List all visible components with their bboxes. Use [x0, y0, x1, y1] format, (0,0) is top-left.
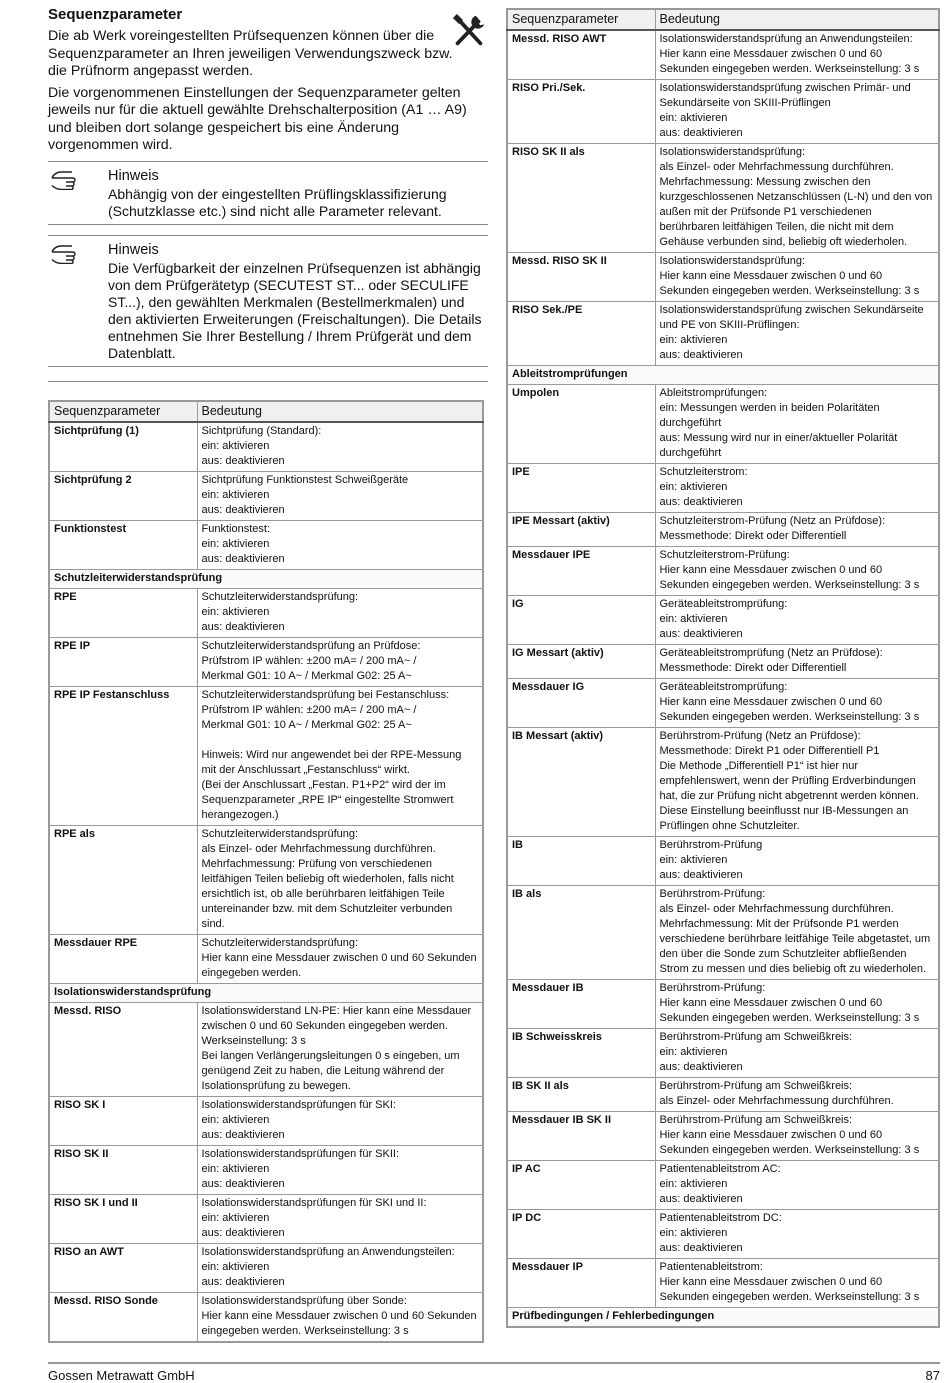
parameter-description: Berührstrom-Prüfung am Schweißkreis: ein: aktivieren aus: deaktivieren — [655, 1029, 939, 1078]
parameter-description: Patientenableitstrom AC: ein: aktivieren aus: deaktivieren — [655, 1161, 939, 1210]
parameter-name: Umpolen — [507, 385, 655, 464]
column-header-meaning: Bedeutung — [197, 401, 483, 422]
table-row — [49, 1146, 483, 1195]
parameter-name: IG Messart (aktiv) — [507, 645, 655, 679]
tools-icon — [450, 12, 488, 50]
parameter-description: Ableitstromprüfungen: ein: Messungen werden in beiden Polaritäten durchgeführt aus: Messung wird nur in einer/aktueller Polarität durchgeführt — [655, 385, 939, 464]
parameter-description: Berührstrom-Prüfung: Hier kann eine Messdauer zwischen 0 und 60 Sekunden eingegeben werden. Werkseinstellung: 3 s — [655, 980, 939, 1029]
parameter-description: Patientenableitstrom DC: ein: aktivieren aus: deaktivieren — [655, 1210, 939, 1259]
table-row — [507, 980, 939, 1029]
note-text: Abhängig von der eingestellten Prüflingsklassifizierung (Schutzklasse etc.) sind nicht alle Parameter relevant. — [108, 185, 447, 219]
parameter-description: Patientenableitstrom: Hier kann eine Messdauer zwischen 0 und 60 Sekunden eingegeben werden. Werkseinstellung: 3 s — [655, 1259, 939, 1308]
parameter-name: Messdauer IP — [507, 1259, 655, 1308]
parameter-name: IPE Messart (aktiv) — [507, 513, 655, 547]
parameter-name: IP AC — [507, 1161, 655, 1210]
parameter-description: Isolationswiderstandsprüfung über Sonde: Hier kann eine Messdauer zwischen 0 und 60 Sekunden eingegeben werden. Werkseinstellung: 3 s — [197, 1293, 483, 1343]
parameter-description: Geräteableitstromprüfung: ein: aktivieren aus: deaktivieren — [655, 596, 939, 645]
table-row — [507, 1112, 939, 1161]
note-title: Hinweis — [108, 167, 159, 184]
section-heading: Ableitstromprüfungen — [507, 366, 939, 385]
table-row — [49, 521, 483, 570]
parameter-description: Berührstrom-Prüfung am Schweißkreis: Hier kann eine Messdauer zwischen 0 und 60 Sekunden eingegeben werden. Werkseinstellung: 3 s — [655, 1112, 939, 1161]
table-row — [507, 886, 939, 980]
parameter-description: Berührstrom-Prüfung (Netz an Prüfdose): Messmethode: Direkt P1 oder Differentiell P1 Die Methode „Differentiell P1“ ist hier nur empfehlenswert, wenn der Prüfling Erdverbindungen hat, die zur Prüfung nicht abgetrennt werden können. Diese Einstellung beeinflusst nur IB-Messungen an Prüflingen ohne Schutzleiter. — [655, 728, 939, 837]
parameter-table-right — [506, 8, 940, 1328]
table-row — [507, 1259, 939, 1308]
parameter-name: RISO SK II als — [507, 144, 655, 253]
footer-company: Gossen Metrawatt GmbH — [48, 1368, 195, 1383]
parameter-description: Schutzleiterwiderstandsprüfung bei Festanschluss: Prüfstrom IP wählen: ±200 mA= / 200 mA~ / Merkmal G01: 10 A~ / Merkmal G02: 25 A~ Hinweis: Wird nur angewendet bei der RPE-Messung mit der Anschlussart „Festanschluss“ wirkt. (Bei der Anschlussart „Festan. P1+P2“ wird der im Sequenzparameter „RPE IP“ eingestellte Stromwert herangezogen.) — [197, 687, 483, 826]
parameter-name: Messd. RISO SK II — [507, 253, 655, 302]
table-section-row — [49, 570, 483, 589]
table-row — [49, 589, 483, 638]
parameter-name: RISO SK I und II — [49, 1195, 197, 1244]
table-row — [49, 1195, 483, 1244]
parameter-name: IB SK II als — [507, 1078, 655, 1112]
parameter-description: Schutzleiterstrom: ein: aktivieren aus: deaktivieren — [655, 464, 939, 513]
parameter-name: Funktionstest — [49, 521, 197, 570]
table-row — [507, 30, 939, 80]
table-row — [49, 1003, 483, 1097]
table-row — [49, 1244, 483, 1293]
table-row — [49, 1097, 483, 1146]
table-row — [507, 1210, 939, 1259]
table-row — [49, 687, 483, 826]
table-row — [507, 728, 939, 837]
divider — [48, 381, 488, 382]
parameter-name: Messdauer IB — [507, 980, 655, 1029]
table-header-row — [49, 401, 483, 422]
parameter-description: Funktionstest: ein: aktivieren aus: deaktivieren — [197, 521, 483, 570]
parameter-description: Berührstrom-Prüfung: als Einzel- oder Mehrfachmessung durchführen. Mehrfachmessung: Mit der Prüfsonde P1 werden verschiedene berührbare leitfähige Teile abgetastet, um den über die Sonde zum Schutzleiter abfließenden Strom zu messen und dies beliebig oft zu wiederholen. — [655, 886, 939, 980]
parameter-description: Isolationswiderstandsprüfung zwischen Sekundärseite und PE von SKIII-Prüflingen: ein: aktivieren aus: deaktivieren — [655, 302, 939, 366]
section-heading: Isolationswiderstandsprüfung — [49, 984, 483, 1003]
pointing-hand-icon — [50, 170, 86, 190]
table-section-row — [49, 984, 483, 1003]
page-number: 87 — [925, 1368, 940, 1383]
parameter-name: Messd. RISO Sonde — [49, 1293, 197, 1343]
parameter-name: RISO SK I — [49, 1097, 197, 1146]
parameter-name: RISO an AWT — [49, 1244, 197, 1293]
pointing-hand-icon — [50, 244, 86, 264]
parameter-name: RISO SK II — [49, 1146, 197, 1195]
parameter-description: Isolationswiderstandsprüfung an Anwendungsteilen: Hier kann eine Messdauer zwischen 0 und 60 Sekunden eingegeben werden. Werkseinstellung: 3 s — [655, 30, 939, 80]
parameter-description: Isolationswiderstand LN-PE: Hier kann eine Messdauer zwischen 0 und 60 Sekunden eingegeben werden. Werkseinstellung: 3 s Bei langen Verlängerungsleitungen 0 s eingeben, um genügend Zeit zu haben, die Leitung während der Isolationsprüfung zu bewegen. — [197, 1003, 483, 1097]
settings-paragraph: Die vorgenommenen Einstellungen der Sequenzparameter gelten jeweils nur für die aktuell gewählte Drehschalterposition (A1 … A9) und bleiben dort solange gespeichert bis eine Änderung vorgenommen wird. — [48, 84, 467, 153]
table-row — [507, 385, 939, 464]
table-row — [507, 1029, 939, 1078]
parameter-table-left — [48, 400, 484, 1343]
column-header-parameter: Sequenzparameter — [507, 9, 655, 30]
note-text: Die Verfügbarkeit der einzelnen Prüfsequenzen ist abhängig von dem Prüfgerätetyp (SECUTEST ST... oder SECULIFE ST...), den gewählten Merkmalen (Bestellmerkmalen) und den aktivierten Erweiterungen (Freischaltungen). Die Details entnehmen Sie Ihrer Bestellung / Ihrem Prüfgerät und dem Datenblatt. — [108, 259, 482, 361]
parameter-name: RISO Sek./PE — [507, 302, 655, 366]
table-header-row — [507, 9, 939, 30]
section-heading: Schutzleiterwiderstandsprüfung — [49, 570, 483, 589]
parameter-description: Isolationswiderstandsprüfung: Hier kann eine Messdauer zwischen 0 und 60 Sekunden eingegeben werden. Werkseinstellung: 3 s — [655, 253, 939, 302]
page-footer — [48, 1362, 940, 1383]
table-row — [507, 302, 939, 366]
table-row — [49, 638, 483, 687]
parameter-description: Sichtprüfung (Standard): ein: aktivieren aus: deaktivieren — [197, 422, 483, 472]
parameter-description: Schutzleiterwiderstandsprüfung an Prüfdose: Prüfstrom IP wählen: ±200 mA= / 200 mA~ / Merkmal G01: 10 A~ / Merkmal G02: 25 A~ — [197, 638, 483, 687]
parameter-description: Schutzleiterstrom-Prüfung: Hier kann eine Messdauer zwischen 0 und 60 Sekunden eingegeben werden. Werkseinstellung: 3 s — [655, 547, 939, 596]
note-box-1 — [48, 161, 488, 225]
parameter-name: Messdauer IG — [507, 679, 655, 728]
parameter-name: IB — [507, 837, 655, 886]
table-row — [507, 1161, 939, 1210]
table-row — [507, 253, 939, 302]
parameter-name: IB Schweisskreis — [507, 1029, 655, 1078]
parameter-description: Berührstrom-Prüfung ein: aktivieren aus: deaktivieren — [655, 837, 939, 886]
parameter-description: Isolationswiderstandsprüfung an Anwendungsteilen: ein: aktivieren aus: deaktivieren — [197, 1244, 483, 1293]
table-row — [507, 547, 939, 596]
parameter-name: Messdauer RPE — [49, 935, 197, 984]
table-row — [49, 1293, 483, 1343]
table-row — [49, 472, 483, 521]
table-row — [507, 144, 939, 253]
table-row — [507, 679, 939, 728]
table-row — [507, 645, 939, 679]
parameter-name: Sichtprüfung 2 — [49, 472, 197, 521]
table-section-row — [507, 366, 939, 385]
note-box-2 — [48, 235, 488, 367]
parameter-description: Schutzleiterwiderstandsprüfung: Hier kann eine Messdauer zwischen 0 und 60 Sekunden eingegeben werden. — [197, 935, 483, 984]
parameter-description: Geräteableitstromprüfung (Netz an Prüfdose): Messmethode: Direkt oder Differentiell — [655, 645, 939, 679]
parameter-name: IB als — [507, 886, 655, 980]
parameter-description: Isolationswiderstandsprüfung: als Einzel- oder Mehrfachmessung durchführen. Mehrfachmessung: Messung zwischen den kurzgeschlossenen Netzanschlüssen (L-N) und den von außen mit der Prüfsonde P1 verschiedenen berührbaren leitfähigen Teilen, die nicht mit dem Gehäuse verbunden sind, beliebig oft wiederholen. — [655, 144, 939, 253]
column-header-meaning: Bedeutung — [655, 9, 939, 30]
section-heading: Prüfbedingungen / Fehlerbedingungen — [507, 1308, 939, 1328]
parameter-description: Schutzleiterwiderstandsprüfung: als Einzel- oder Mehrfachmessung durchführen. Mehrfachmessung: Prüfung von verschiedenen leitfähigen Teilen beliebig oft wiederholen, falls nicht ersichtlich ist, ob alle berührbaren leitfähigen Teile untereinander bzw. mit dem Schutzleiter verbunden sind. — [197, 826, 483, 935]
parameter-name: Messd. RISO — [49, 1003, 197, 1097]
note-title: Hinweis — [108, 241, 159, 258]
table-row — [507, 464, 939, 513]
table-row — [507, 513, 939, 547]
column-header-parameter: Sequenzparameter — [49, 401, 197, 422]
parameter-description: Schutzleiterstrom-Prüfung (Netz an Prüfdose): Messmethode: Direkt oder Differentiell — [655, 513, 939, 547]
parameter-description: Isolationswiderstandsprüfungen für SKI: ein: aktivieren aus: deaktivieren — [197, 1097, 483, 1146]
parameter-name: RPE IP Festanschluss — [49, 687, 197, 826]
parameter-name: IPE — [507, 464, 655, 513]
parameter-name: Sichtprüfung (1) — [49, 422, 197, 472]
parameter-description: Isolationswiderstandsprüfungen für SKII: ein: aktivieren aus: deaktivieren — [197, 1146, 483, 1195]
parameter-description: Geräteableitstromprüfung: Hier kann eine Messdauer zwischen 0 und 60 Sekunden eingegeben werden. Werkseinstellung: 3 s — [655, 679, 939, 728]
parameter-description: Isolationswiderstandsprüfung zwischen Primär- und Sekundärseite von SKIII-Prüflingen ein: aktivieren aus: deaktivieren — [655, 80, 939, 144]
section-title: Sequenzparameter — [48, 6, 183, 23]
table-row — [507, 837, 939, 886]
parameter-name: RPE — [49, 589, 197, 638]
parameter-name: Messdauer IB SK II — [507, 1112, 655, 1161]
intro-section — [48, 6, 488, 382]
table-row — [49, 826, 483, 935]
parameter-name: RISO Pri./Sek. — [507, 80, 655, 144]
parameter-description: Schutzleiterwiderstandsprüfung: ein: aktivieren aus: deaktivieren — [197, 589, 483, 638]
parameter-name: RPE als — [49, 826, 197, 935]
table-row — [507, 80, 939, 144]
table-row — [507, 596, 939, 645]
parameter-description: Berührstrom-Prüfung am Schweißkreis: als Einzel- oder Mehrfachmessung durchführen. — [655, 1078, 939, 1112]
parameter-name: Messd. RISO AWT — [507, 30, 655, 80]
table-row — [49, 422, 483, 472]
table-section-row — [507, 1308, 939, 1328]
parameter-description: Sichtprüfung Funktionstest Schweißgeräte ein: aktivieren aus: deaktivieren — [197, 472, 483, 521]
parameter-name: IP DC — [507, 1210, 655, 1259]
parameter-description: Isolationswiderstandsprüfungen für SKI und II: ein: aktivieren aus: deaktivieren — [197, 1195, 483, 1244]
table-row — [507, 1078, 939, 1112]
parameter-name: IB Messart (aktiv) — [507, 728, 655, 837]
parameter-name: IG — [507, 596, 655, 645]
intro-paragraph: Die ab Werk voreingestellten Prüfsequenzen können über die Sequenzparameter an Ihren jeweiligen Verwendungszweck bzw. die Prüfnorm angepasst werden. — [48, 28, 453, 79]
parameter-name: RPE IP — [49, 638, 197, 687]
table-row — [49, 935, 483, 984]
parameter-name: Messdauer IPE — [507, 547, 655, 596]
